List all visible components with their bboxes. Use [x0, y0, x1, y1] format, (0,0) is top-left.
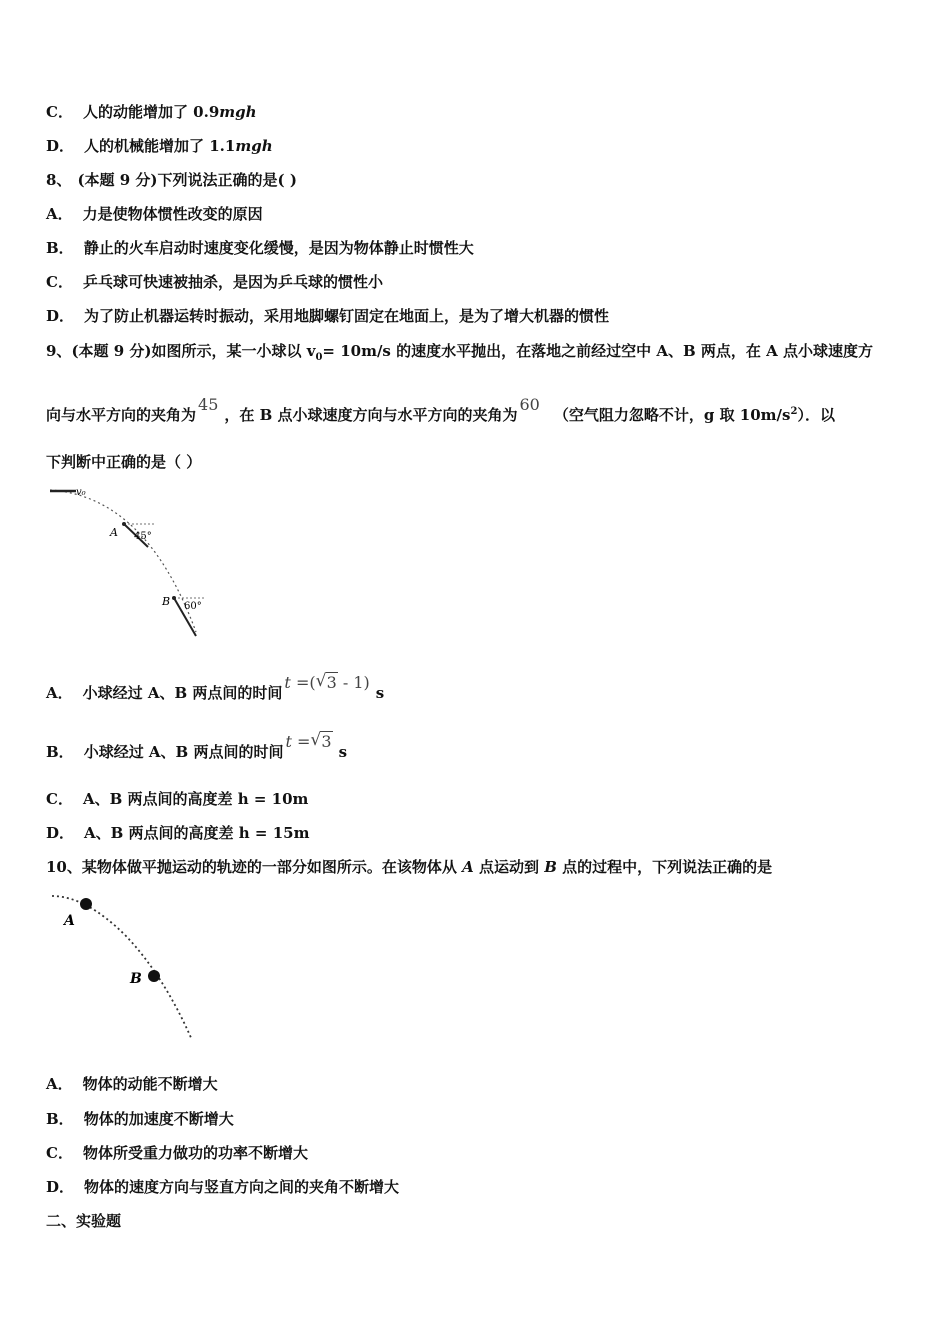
option-letter: B．	[46, 239, 74, 257]
question-text: ，在 B 点小球速度方向与水平方向的夹角为	[224, 406, 518, 424]
question-text: （空气阻力忽略不计，g 取 10m/s	[553, 406, 791, 424]
question-number: 8、	[46, 171, 72, 189]
option-text: 人的动能增加了 0.9	[82, 103, 220, 121]
q8-option-a	[46, 204, 263, 224]
q10-figure	[46, 886, 206, 1046]
math-eq: =(	[295, 673, 316, 692]
q8-option-c	[46, 272, 383, 292]
point-a: A	[462, 858, 474, 876]
option-text: 小球经过 A、B 两点间的时间	[82, 684, 283, 702]
angle-b-value: 60	[519, 395, 540, 414]
sqrt-value: 3	[321, 732, 332, 751]
q10-option-d	[46, 1177, 399, 1197]
option-text: 物体的动能不断增大	[82, 1075, 218, 1093]
question-number: 10、	[46, 858, 82, 876]
option-letter: A．	[46, 205, 73, 223]
option-letter: D．	[46, 1178, 75, 1196]
angle-a-value: 45	[198, 395, 219, 414]
q10-option-a	[46, 1074, 218, 1094]
point-b-marker	[148, 970, 160, 982]
option-letter: D．	[46, 824, 75, 842]
label-v0: v₀	[76, 487, 86, 498]
question-text: ）．以	[797, 406, 835, 424]
question-text: 点的过程中，下列说法正确的是	[562, 858, 773, 876]
q10-stem	[46, 857, 772, 877]
question-text: (本题 9 分)如图所示，某一小球以 v	[71, 342, 316, 360]
option-letter: C．	[46, 103, 73, 121]
q8-option-b	[46, 238, 474, 258]
option-letter: C．	[46, 790, 73, 808]
option-letter: C．	[46, 1144, 73, 1162]
unit: s	[375, 684, 385, 702]
option-letter: D．	[46, 307, 75, 325]
label-a: A	[64, 913, 75, 929]
option-text: 人的机械能增加了 1.1	[84, 137, 236, 155]
option-text: 物体的加速度不断增大	[83, 1110, 234, 1128]
option-text: 小球经过 A、B 两点间的时间	[83, 743, 284, 761]
q8-option-d	[46, 306, 609, 326]
q9-option-a	[46, 673, 385, 703]
math-t: t	[285, 732, 292, 751]
point-a-marker	[80, 898, 92, 910]
q9-stem-line-1	[46, 341, 873, 368]
option-text: 乒乓球可快速被抽杀，是因为乒乓球的惯性小	[82, 273, 383, 291]
option-text: A、B 两点间的高度差 h = 15m	[84, 824, 310, 842]
q10-option-b	[46, 1109, 234, 1129]
point-b: B	[544, 858, 557, 876]
sqrt	[316, 673, 338, 693]
superscript: 2	[790, 406, 798, 417]
q8-stem	[46, 170, 297, 190]
option-letter: A．	[46, 1075, 73, 1093]
option-text: 力是使物体惯性改变的原因	[82, 205, 263, 223]
option-letter: B．	[46, 1110, 74, 1128]
q9-figure	[46, 484, 216, 644]
question-number: 9、	[46, 342, 72, 360]
time-formula	[285, 732, 332, 751]
option-text: 物体的速度方向与竖直方向之间的夹角不断增大	[84, 1178, 400, 1196]
q9-stem-line-3	[46, 452, 201, 472]
q9-option-c	[46, 789, 308, 809]
question-text: 下判断中正确的是（ ）	[46, 453, 202, 471]
question-text: 某物体做平抛运动的轨迹的一部分如图所示。在该物体从	[81, 858, 457, 876]
option-text: 静止的火车启动时速度变化缓慢，是因为物体静止时惯性大	[83, 239, 474, 257]
q7-option-c	[46, 102, 257, 122]
math-t: t	[284, 673, 291, 692]
section-title	[46, 1211, 121, 1231]
label-angle-b: 60°	[184, 601, 202, 612]
q7-option-d	[46, 136, 273, 156]
label-b: B	[130, 971, 142, 987]
option-text: A、B 两点间的高度差 h = 10m	[82, 790, 309, 808]
label-b: B	[162, 595, 171, 608]
q9-option-d	[46, 823, 309, 843]
math-eq: =	[296, 732, 311, 751]
option-variable: mgh	[219, 103, 257, 121]
q10-option-c	[46, 1143, 308, 1163]
unit: s	[338, 743, 348, 761]
q9-option-b	[46, 732, 348, 762]
question-text: 向与水平方向的夹角为	[46, 406, 197, 424]
option-variable: mgh	[235, 137, 273, 155]
question-text: = 10m/s 的速度水平抛出，在落地之前经过空中 A、B 两点，在 A 点小球速度方	[322, 342, 873, 360]
option-letter: D．	[46, 137, 75, 155]
option-letter: A．	[46, 684, 73, 702]
sqrt	[310, 732, 332, 752]
label-angle-a: 45°	[134, 531, 152, 542]
time-formula	[284, 673, 369, 692]
subscript: 0	[315, 352, 323, 363]
section-title-text: 二、实验题	[46, 1212, 122, 1230]
q9-stem-line-2	[46, 395, 835, 425]
question-text: 点运动到	[479, 858, 540, 876]
math-tail: - 1)	[337, 673, 370, 692]
option-text: 物体所受重力做功的功率不断增大	[82, 1144, 308, 1162]
question-text: (本题 9 分)下列说法正确的是( )	[77, 171, 297, 189]
option-letter: C．	[46, 273, 73, 291]
label-a: A	[110, 526, 118, 539]
option-text: 为了防止机器运转时振动，采用地脚螺钉固定在地面上，是为了增大机器的惯性	[84, 307, 610, 325]
sqrt-value: 3	[326, 673, 337, 692]
option-letter: B．	[46, 743, 74, 761]
